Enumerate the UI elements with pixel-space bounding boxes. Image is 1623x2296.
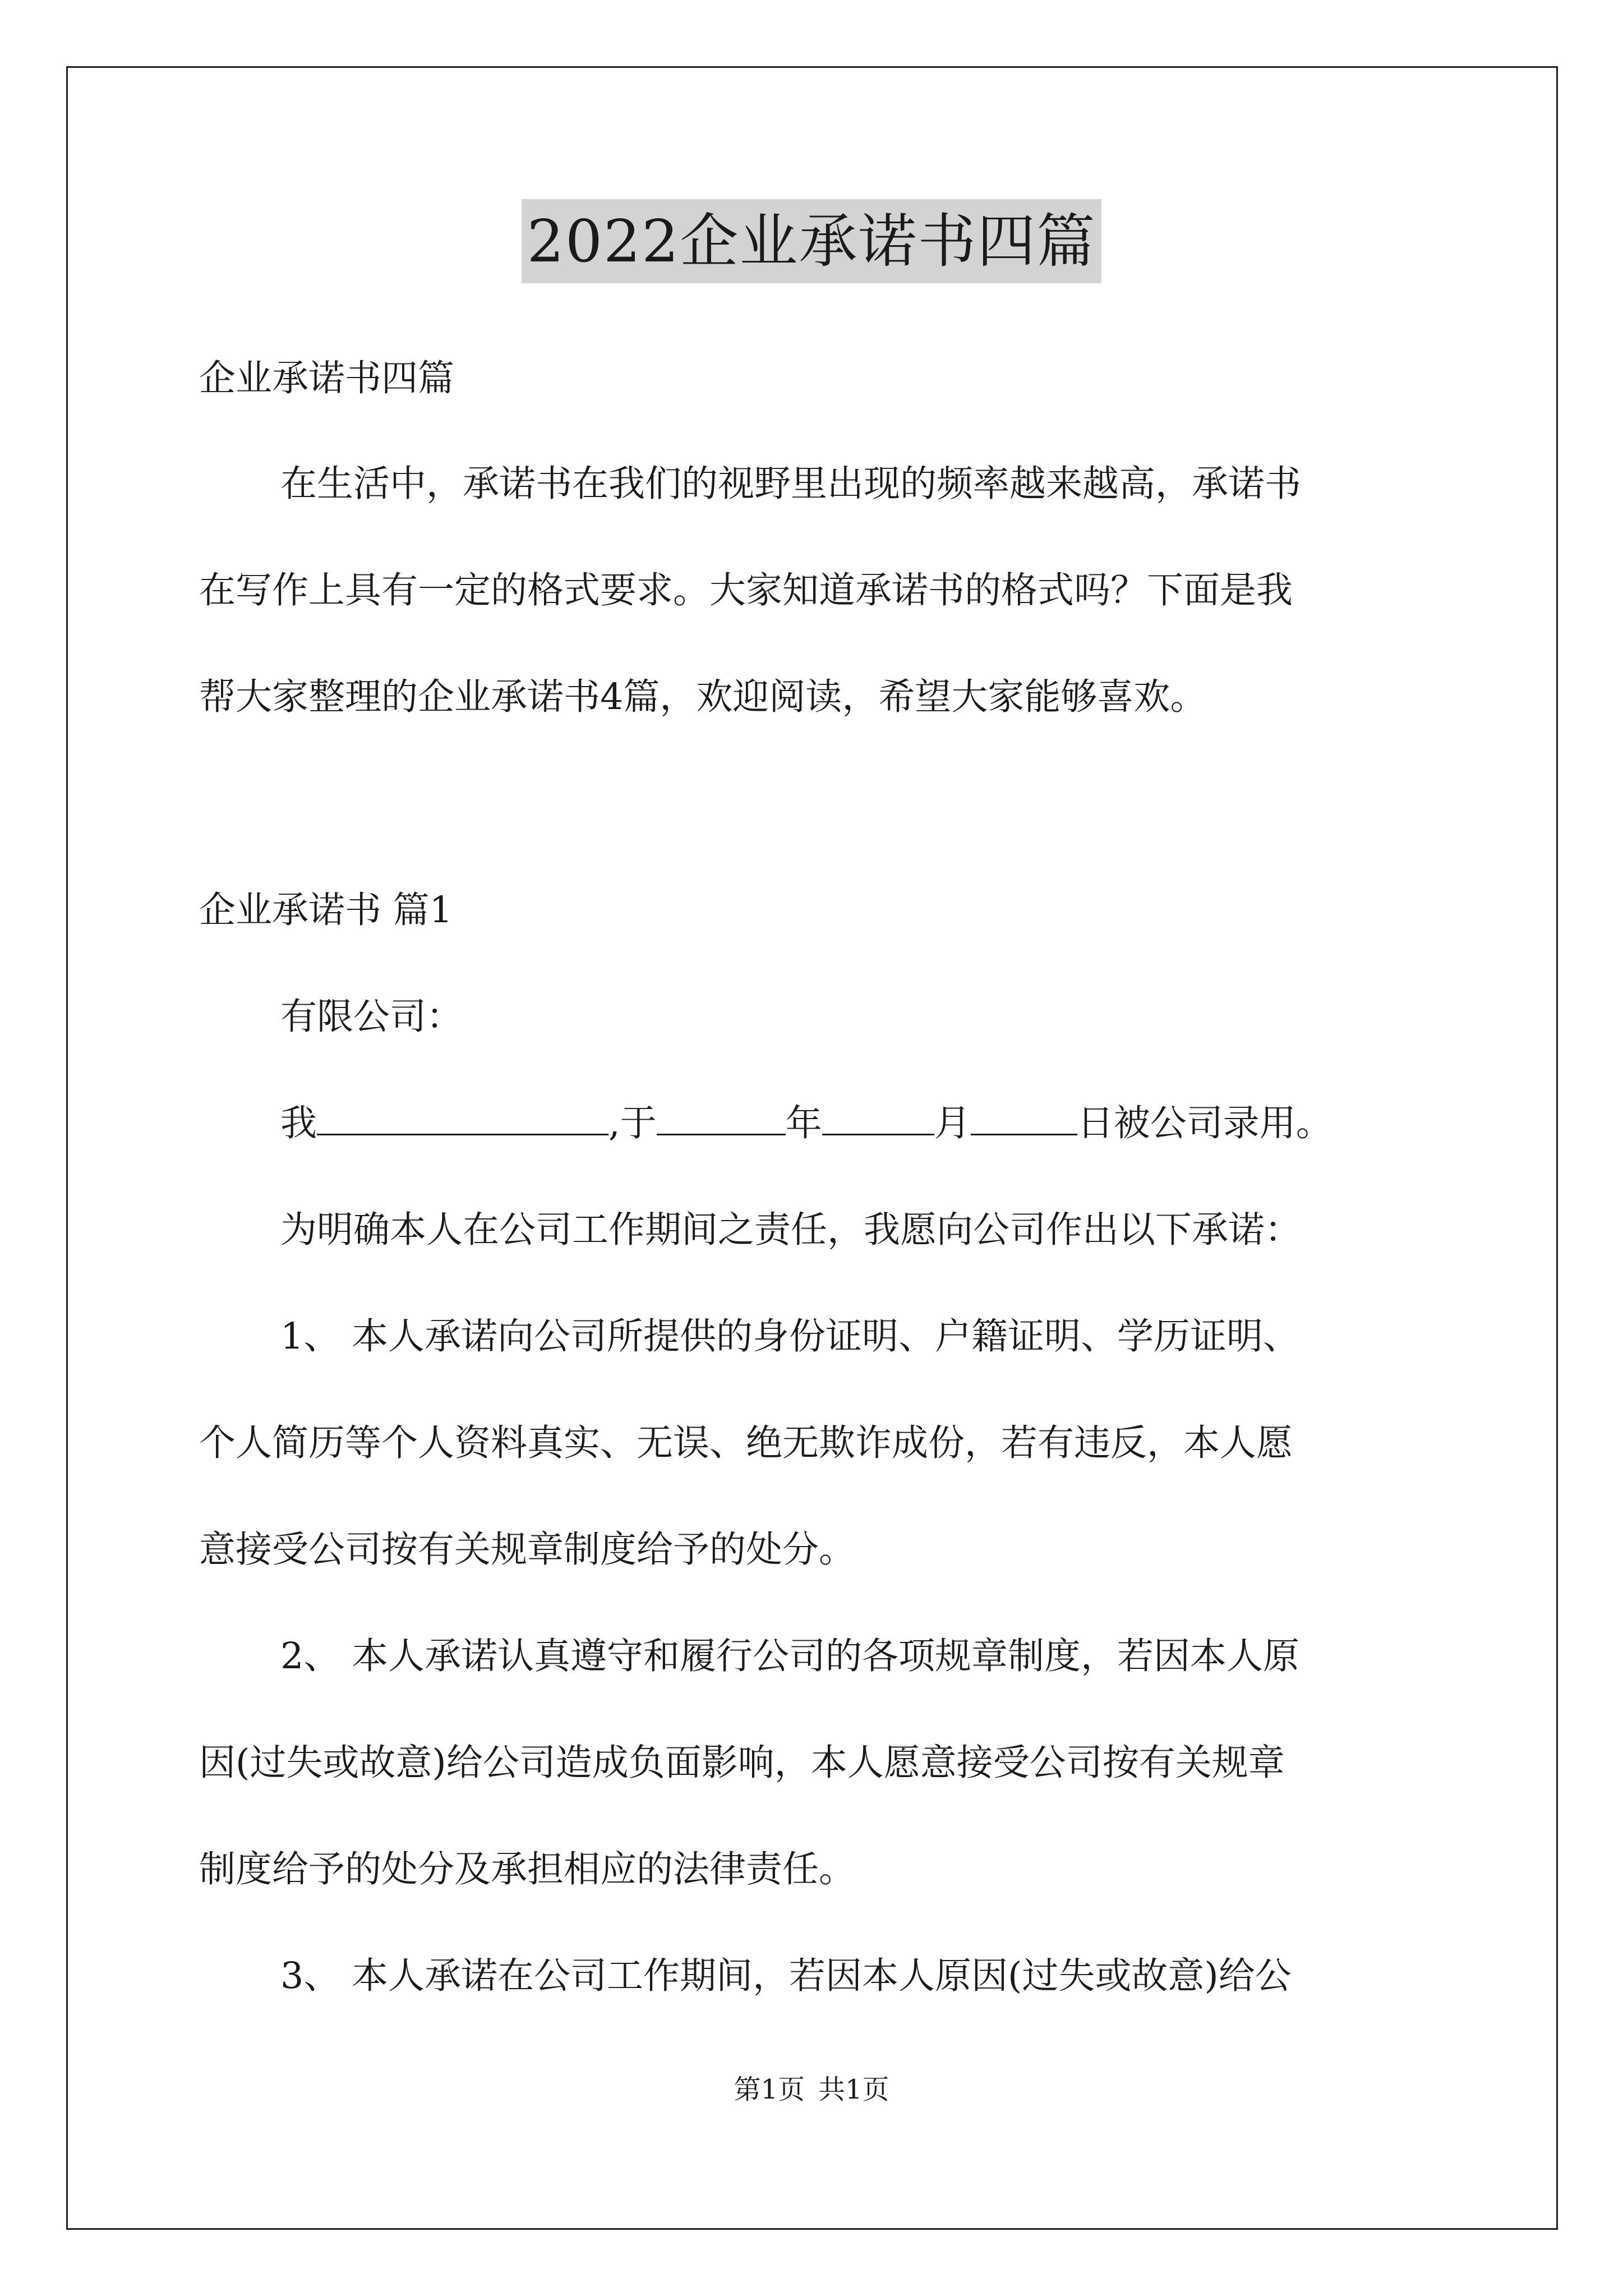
page-number: 第1页 — [734, 2074, 805, 2105]
item1-line-2: 个人简历等个人资料真实、无误、绝无欺诈成份，若有违反，本人愿 — [199, 1422, 1293, 1464]
employ-suffix: 日被公司录用。 — [1077, 1102, 1332, 1144]
employ-year: 年 — [785, 1102, 822, 1144]
addressee: 有限公司： — [280, 996, 463, 1038]
employ-month: 月 — [934, 1102, 971, 1144]
year-blank — [657, 1099, 786, 1135]
item2-line-1: 2、 本人承诺认真遵守和履行公司的各项规章制度，若因本人原 — [280, 1635, 1300, 1677]
intro-line-2: 在写作上具有一定的格式要求。大家知道承诺书的格式吗？下面是我 — [199, 569, 1293, 611]
doc-heading: 企业承诺书四篇 — [199, 357, 455, 399]
item2-line-2: 因(过失或故意)给公司造成负面影响，本人愿意接受公司按有关规章 — [199, 1742, 1285, 1784]
day-blank — [971, 1099, 1077, 1135]
page-footer — [0, 2073, 1623, 2106]
title-container — [0, 199, 1623, 283]
employ-prefix: 我 — [280, 1102, 317, 1144]
page-total: 共1页 — [818, 2074, 889, 2105]
item2-line-3: 制度给予的处分及承担相应的法律责任。 — [199, 1848, 856, 1890]
intro-line-1: 在生活中，承诺书在我们的视野里出现的频率越来越高，承诺书 — [280, 463, 1302, 505]
employ-mid: ,于 — [608, 1102, 657, 1144]
item3-line-1: 3、 本人承诺在公司工作期间，若因本人原因(过失或故意)给公 — [280, 1955, 1292, 1997]
section-heading: 企业承诺书 篇1 — [199, 889, 453, 931]
employment-line — [280, 1098, 1332, 1149]
name-blank — [317, 1099, 608, 1135]
item1-line-3: 意接受公司按有关规章制度给予的处分。 — [199, 1529, 856, 1571]
document-title: 2022企业承诺书四篇 — [522, 199, 1102, 283]
preamble: 为明确本人在公司工作期间之责任，我愿向公司作出以下承诺： — [280, 1209, 1302, 1251]
item1-line-1: 1、 本人承诺向公司所提供的身份证明、户籍证明、学历证明、 — [280, 1315, 1300, 1358]
month-blank — [822, 1099, 934, 1135]
intro-line-3: 帮大家整理的企业承诺书4篇，欢迎阅读，希望大家能够喜欢。 — [199, 676, 1207, 718]
